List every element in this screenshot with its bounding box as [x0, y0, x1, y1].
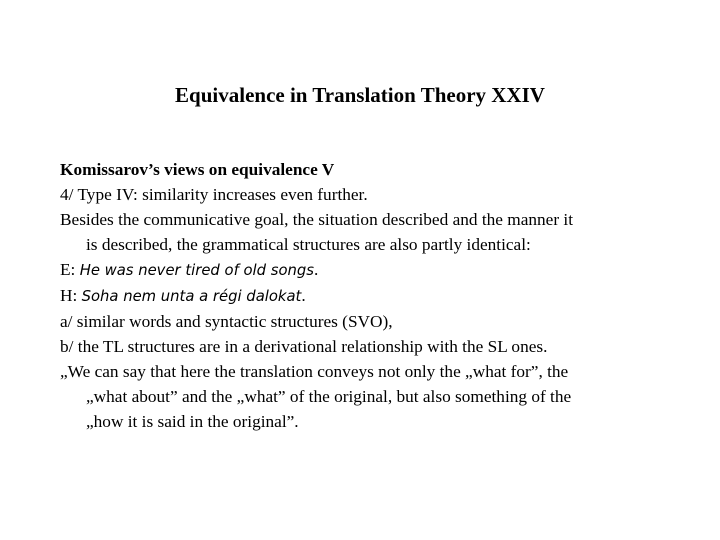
slide-body [60, 157, 670, 434]
example-english-prefix: E: [60, 260, 80, 279]
besides-line-1: Besides the communicative goal, the situation described and the manner it [60, 210, 574, 229]
example-hungarian-text: Soha nem unta a régi dalokat [81, 288, 302, 305]
point-a: a/ similar words and syntactic structures (SVO), [60, 312, 393, 331]
slide-title: Equivalence in Translation Theory XXIV [175, 83, 545, 107]
besides-line-2: is described, the grammatical structures are also partly identical: [86, 235, 531, 254]
section-heading: Komissarov’s views on equivalence V [60, 160, 335, 179]
example-english [60, 257, 670, 283]
point-b: b/ the TL structures are in a derivational relationship with the SL ones. [60, 337, 548, 356]
type-line: 4/ Type IV: similarity increases even further. [60, 185, 368, 204]
quote-line-1: „We can say that here the translation conveys not only the „what for”, the [60, 362, 569, 381]
quote-line-2: „what about” and the „what” of the original, but also something of the [86, 387, 572, 406]
example-hungarian-prefix: H: [60, 286, 82, 305]
example-english-suffix: . [314, 260, 319, 279]
quote-line-3: „how it is said in the original”. [86, 412, 299, 431]
example-hungarian [60, 283, 670, 309]
example-english-text: He was never tired of old songs [79, 262, 314, 279]
example-hungarian-suffix: . [301, 286, 306, 305]
